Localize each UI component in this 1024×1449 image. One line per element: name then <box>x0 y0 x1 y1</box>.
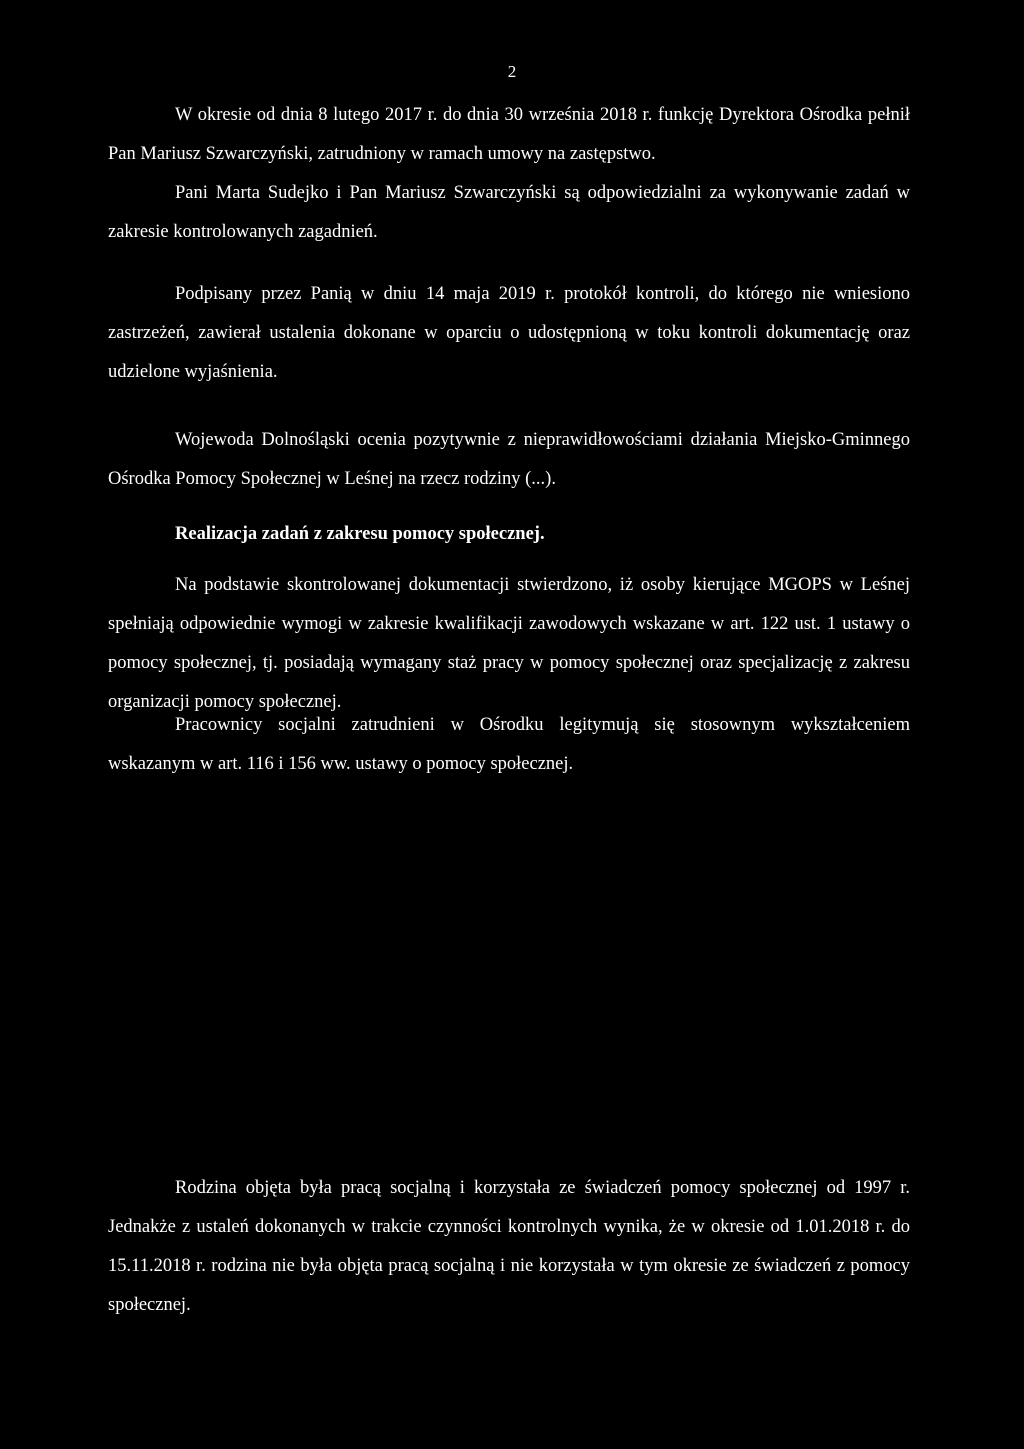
paragraph-family-social-work: Rodzina objęta była pracą socjalną i korzystała ze świadczeń pomocy społecznej od 1997 r. Jednakże z ustaleń dokonanych w trakcie czynności kontrolnych wynika, że w okresie od 1.01.2018 r. do 15.11.2018 r. rodzina nie była objęta pracą socjalną i nie korzystała w tym okresie ze świadczeń z pomocy społecznej. <box>108 1178 910 1315</box>
paragraph-assessment: Wojewoda Dolnośląski ocenia pozytywnie z nieprawidłowościami działania Miejsko-Gminnego Ośrodka Pomocy Społecznej w Leśnej na rzecz rodziny (...). <box>108 430 910 489</box>
paragraph-qualifications: Na podstawie skontrolowanej dokumentacji stwierdzono, iż osoby kierujące MGOPS w Leśnej spełniają odpowiednie wymogi w zakresie kwalifikacji zawodowych wskazane w art. 122 ust. 1 ustawy o pomocy społecznej, tj. posiadają wymagany staż pracy w pomocy społecznej oraz specjalizację z zakresu organizacji pomocy społecznej. <box>108 575 910 712</box>
page-number: 2 <box>507 62 517 81</box>
paragraph-director-period: W okresie od dnia 8 lutego 2017 r. do dnia 30 września 2018 r. funkcję Dyrektora Ośrodka pełnił Pan Mariusz Szwarczyński, zatrudniony w ramach umowy na zastępstwo. <box>108 105 910 164</box>
paragraph-responsibility: Pani Marta Sudejko i Pan Mariusz Szwarczyński są odpowiedzialni za wykonywanie zadań w zakresie kontrolowanych zagadnień. <box>108 183 910 242</box>
paragraph-protocol: Podpisany przez Panią w dniu 14 maja 2019 r. protokół kontroli, do którego nie wniesiono zastrzeżeń, zawierał ustalenia dokonane w oparciu o udostępnioną w toku kontroli dokumentację oraz udzielone wyjaśnienia. <box>108 284 910 382</box>
paragraph-social-workers: Pracownicy socjalni zatrudnieni w Ośrodku legitymują się stosownym wykształceniem wskazanym w art. 116 i 156 ww. ustawy o pomocy społecznej. <box>108 715 910 774</box>
section-heading: Realizacja zadań z zakresu pomocy społecznej. <box>175 524 545 544</box>
